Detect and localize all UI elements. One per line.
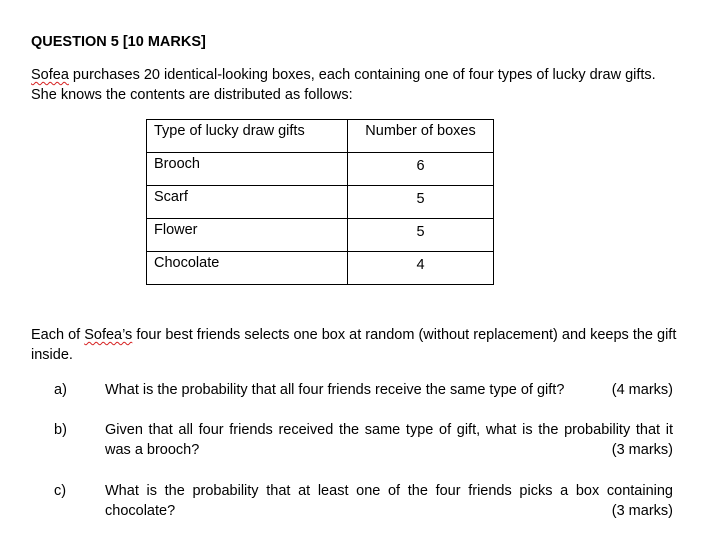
table-row (147, 153, 494, 186)
question-label: a) (54, 382, 67, 398)
selection-text-post: four best friends selects one box at random (without replacement) and keeps the gift inside. (31, 327, 677, 363)
table-row (147, 186, 494, 219)
cell-gift-type: Flower (147, 219, 348, 252)
cell-box-count: 5 (348, 186, 494, 219)
selection-paragraph (31, 325, 681, 365)
selection-text-pre: Each of (31, 327, 85, 343)
question-marks: (3 marks) (611, 442, 673, 458)
gift-distribution-table (146, 119, 494, 285)
table-header-row (147, 120, 494, 153)
cell-gift-type: Chocolate (147, 252, 348, 285)
question-marks: (3 marks) (611, 503, 673, 519)
name-sofeas: Sofea’s (84, 327, 133, 343)
cell-gift-type: Scarf (147, 186, 348, 219)
cell-gift-type: Brooch (147, 153, 348, 186)
table-row (147, 219, 494, 252)
question-heading: QUESTION 5 [10 MARKS] (31, 34, 206, 50)
header-gift-type: Type of lucky draw gifts (147, 120, 348, 153)
table-row (147, 252, 494, 285)
question-text: Given that all four friends received the same type of gift, what is the probability that it was a brooch? (105, 422, 673, 458)
intro-text-line2: She knows the contents are distributed as follows: (31, 87, 353, 103)
cell-box-count: 5 (348, 219, 494, 252)
question-label: b) (54, 422, 67, 438)
intro-text-line1: purchases 20 identical-looking boxes, each containing one of four types of lucky draw gifts. (68, 67, 656, 83)
intro-paragraph (31, 65, 681, 105)
question-label: c) (54, 483, 67, 499)
question-text: What is the probability that all four friends receive the same type of gift? (105, 382, 565, 398)
name-sofea: Sofea (31, 67, 69, 83)
question-marks: (4 marks) (611, 382, 673, 398)
header-box-count: Number of boxes (348, 120, 494, 153)
question-text: What is the probability that at least one of the four friends picks a box containing chocolate? (105, 483, 673, 519)
cell-box-count: 4 (348, 252, 494, 285)
cell-box-count: 6 (348, 153, 494, 186)
